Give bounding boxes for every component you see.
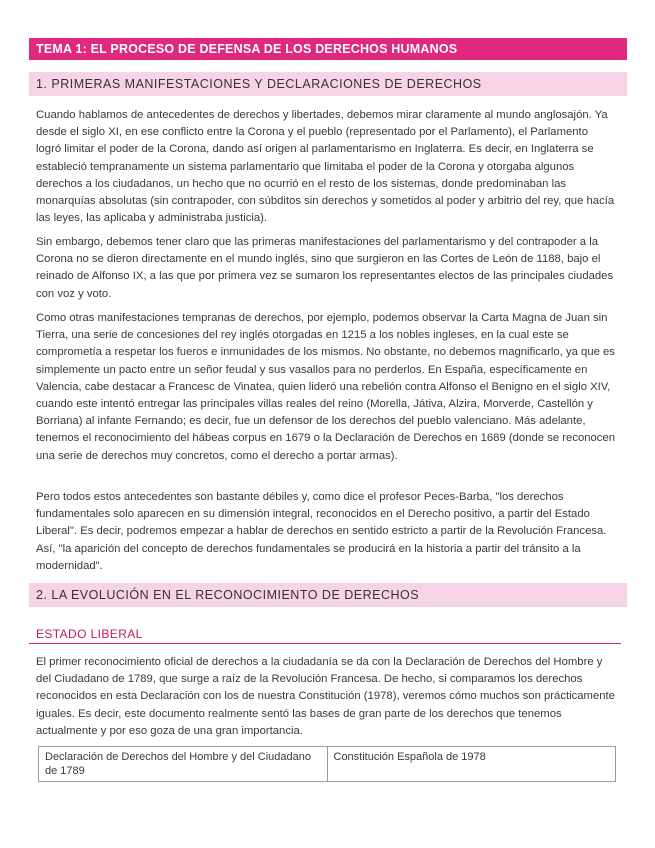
table-row xyxy=(39,747,616,782)
section-1-title: 1. PRIMERAS MANIFESTACIONES Y DECLARACIONES DE DERECHOS xyxy=(29,72,627,96)
section-1-paragraph-2: Sin embargo, debemos tener claro que las primeras manifestaciones del parlamentarismo y del contrapoder a la Corona no se dieron directamente en el mundo inglés, sino que surgieron en las Cortes de León de 1188, bajo el reinado de Alfonso IX, a las que por primera vez se sumaron los representantes electos de las principales ciudades con voz y voto. xyxy=(36,236,614,300)
section-1-paragraph-4: Pero todos estos antecedentes son bastante débiles y, como dice el profesor Peces-Barba, "los derechos fundamentales solo aparecen en su dimensión integral, reconocidos en el Derecho positivo, a partir del Estado Liberal". Es decir, podremos empezar a hablar de derechos en sentido estricto a partir de la Revolución Francesa. Así, "la aparición del concepto de derechos fundamentales se producirá en la historia a partir del tránsito a la modernidad". xyxy=(36,491,607,572)
section-1-paragraph-3: Como otras manifestaciones tempranas de derechos, por ejemplo, podemos observar la Carta Magna de Juan sin Tierra, una serie de concesiones del rey inglés otorgadas en 1215 a los nobles ingleses, en la cual este se comprometía a respetar los fueros e inmunidades de los mismos. No obstante, no debemos magnificarlo, ya que es simplemente un pacto entre un señor feudal y sus vasallos para no perderlos. En España, específicamente en Valencia, cabe destacar a Francesc de Vinatea, quien lideró una rebelión contra Alfonso el Benigno en el siglo XIV, cuando este intentó entregar las principales villas reales del reino (Morella, Játiva, Alzira, Morverde, Castellón y Borriana) al infante Fernando; es decir, fue un defensor de los derechos del pueblo valenciano. Más adelante, tenemos el reconocimiento del hábeas corpus en 1679 o la Declaración de Derechos en 1689 (donde se reconocen una serie de derechos muy concretos, como el derecho a portar armas). xyxy=(36,312,616,462)
table-header-constitution: Constitución Española de 1978 xyxy=(327,747,616,782)
subsection-title-estado-liberal: ESTADO LIBERAL xyxy=(29,624,621,644)
main-title: TEMA 1: EL PROCESO DE DEFENSA DE LOS DERECHOS HUMANOS xyxy=(29,38,627,60)
section-2-paragraph: El primer reconocimiento oficial de derechos a la ciudadanía se da con la Declaración de Derechos del Hombre y del Ciudadano de 1789, que surge a raíz de la Revolución Francesa. De hecho, si comparamos los derechos reconocidos en esta Declaración con los de nuestra Constitución (1978), veremos cómo muchos son prácticamente iguales. Es decir, este documento realmente sentó las bases de gran parte de los derechos que tenemos actualmente y por eso goza de una gran importancia. xyxy=(36,656,615,737)
section-2-title: 2. LA EVOLUCIÓN EN EL RECONOCIMIENTO DE DERECHOS xyxy=(29,583,627,607)
section-1-paragraph-1: Cuando hablamos de antecedentes de derechos y libertades, debemos mirar claramente al mundo anglosajón. Ya desde el siglo XI, en ese conflicto entre la Corona y el pueblo (representado por el Parlamento), el Parlamento logró limitar el poder de la Corona, dando así origen al parlamentarismo en Inglaterra. Es decir, en Inglaterra se estableció tempranamente un sistema parlamentario que limitaba el poder de la Corona y otorgaba algunos derechos a los ciudadanos, un hecho que no ocurrió en el resto de los sistemas, donde predominaban las monarquías absolutas (sin contrapoder, con súbditos sin derechos y sometidos al poder y arbitrio del rey, que hacía las leyes, las aplicaba y administraba justicia). xyxy=(36,109,615,225)
comparison-table xyxy=(38,746,616,782)
table-header-declaration: Declaración de Derechos del Hombre y del Ciudadano de 1789 xyxy=(39,747,328,782)
